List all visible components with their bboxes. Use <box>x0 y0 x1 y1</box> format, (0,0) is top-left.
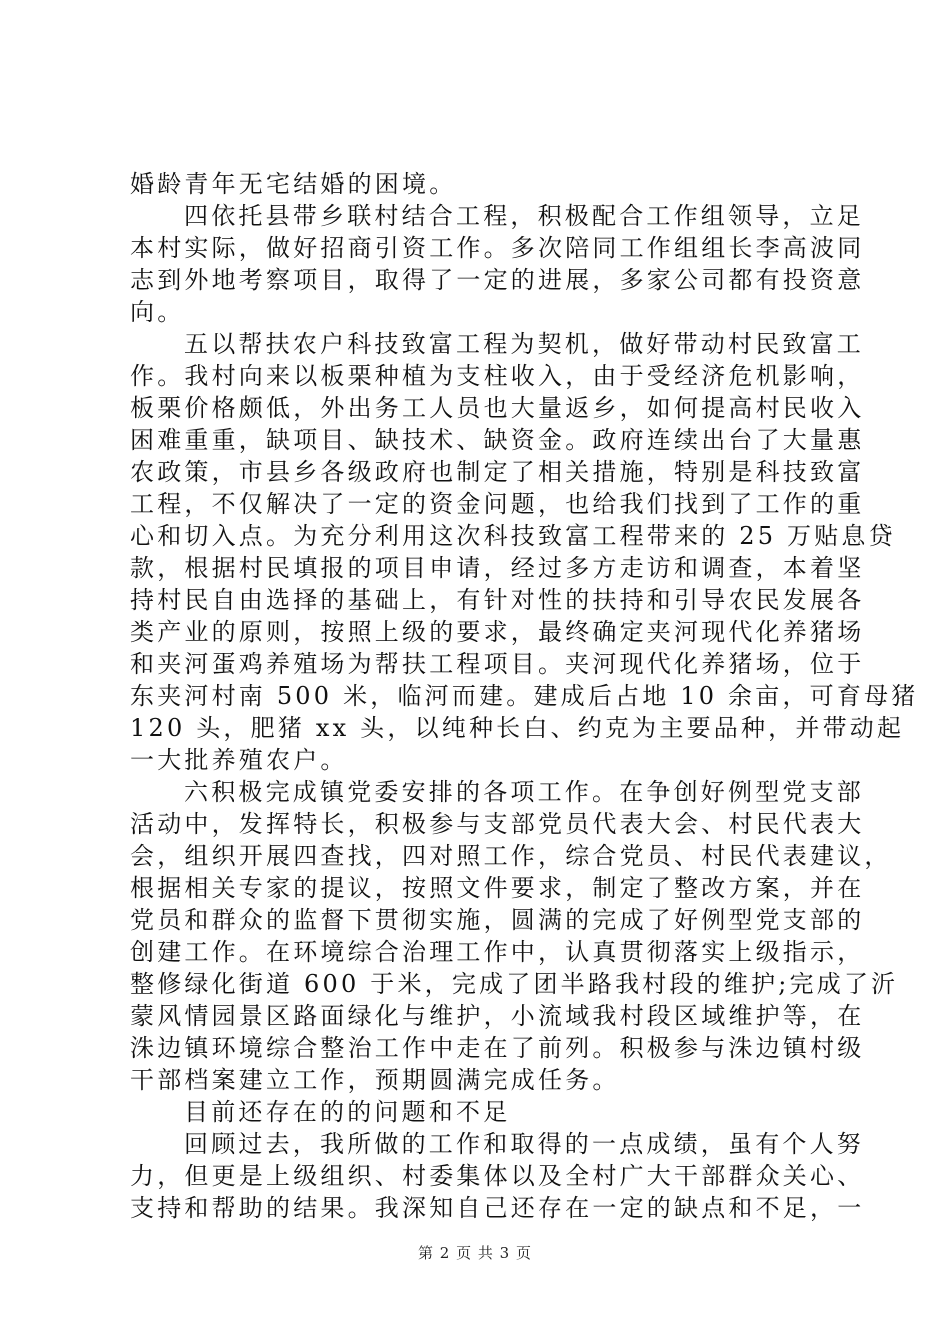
text-line: 蒙风情园景区路面绿化与维护，小流域我村段区域维护等，在 <box>130 1002 865 1030</box>
text-line: 根据相关专家的提议，按照文件要求，制定了整改方案，并在 <box>130 874 865 902</box>
text-line: 整修绿化街道 600 于米，完成了团半路我村段的维护;完成了沂 <box>130 970 899 998</box>
text-line: 五以帮扶农户科技致富工程为契机，做好带动村民致富工 <box>184 330 864 358</box>
text-line: 困难重重，缺项目、缺技术、缺资金。政府连续出台了大量惠 <box>130 426 865 454</box>
text-line: 持村民自由选择的基础上，有针对性的扶持和引导农民发展各 <box>130 586 865 614</box>
text-line: 六积极完成镇党委安排的各项工作。在争创好例型党支部 <box>184 778 864 806</box>
text-line: 干部档案建立工作，预期圆满完成任务。 <box>130 1066 620 1094</box>
text-line: 类产业的原则，按照上级的要求，最终确定夹河现代化养猪场 <box>130 618 865 646</box>
text-line: 会，组织开展四查找，四对照工作，综合党员、村民代表建议， <box>130 842 892 870</box>
text-line: 力，但更是上级组织、村委集体以及全村广大干部群众关心、 <box>130 1162 865 1190</box>
text-line: 一大批养殖农户。 <box>130 746 348 774</box>
text-line: 工程，不仅解决了一定的资金问题，也给我们找到了工作的重 <box>130 490 865 518</box>
text-line: 回顾过去，我所做的工作和取得的一点成绩，虽有个人努 <box>184 1130 864 1158</box>
text-line: 板栗价格颇低，外出务工人员也大量返乡，如何提高村民收入 <box>130 394 865 422</box>
text-line: 东夹河村南 500 米，临河而建。建成后占地 10 余亩，可育母猪 <box>130 682 919 710</box>
text-line: 120 头，肥猪 xx 头，以纯种长白、约克为主要品种，并带动起 <box>130 714 905 742</box>
text-line: 和夹河蛋鸡养殖场为帮扶工程项目。夹河现代化养猪场，位于 <box>130 650 865 678</box>
text-line: 创建工作。在环境综合治理工作中，认真贯彻落实上级指示， <box>130 938 865 966</box>
text-line: 目前还存在的的问题和不足 <box>184 1098 511 1126</box>
text-line: 党员和群众的监督下贯彻实施，圆满的完成了好例型党支部的 <box>130 906 865 934</box>
text-line: 活动中，发挥特长，积极参与支部党员代表大会、村民代表大 <box>130 810 865 838</box>
text-line: 洙边镇环境综合整治工作中走在了前列。积极参与洙边镇村级 <box>130 1034 865 1062</box>
text-line: 心和切入点。为充分利用这次科技致富工程带来的 25 万贴息贷 <box>130 522 896 550</box>
text-line: 志到外地考察项目，取得了一定的进展，多家公司都有投资意 <box>130 266 865 294</box>
document-body <box>130 168 919 1224</box>
page-footer: 第 2 页 共 3 页 <box>418 1244 532 1262</box>
text-line: 四依托县带乡联村结合工程，积极配合工作组领导，立足 <box>184 202 864 230</box>
text-line: 本村实际，做好招商引资工作。多次陪同工作组组长李高波同 <box>130 234 865 262</box>
text-line: 支持和帮助的结果。我深知自己还存在一定的缺点和不足，一 <box>130 1194 865 1222</box>
text-line: 婚龄青年无宅结婚的困境。 <box>130 170 457 198</box>
text-line: 作。我村向来以板栗种植为支柱收入，由于受经济危机影响， <box>130 362 865 390</box>
text-line: 农政策，市县乡各级政府也制定了相关措施，特别是科技致富 <box>130 458 865 486</box>
text-line: 向。 <box>130 298 185 326</box>
text-line: 款，根据村民填报的项目申请，经过多方走访和调查，本着坚 <box>130 554 865 582</box>
